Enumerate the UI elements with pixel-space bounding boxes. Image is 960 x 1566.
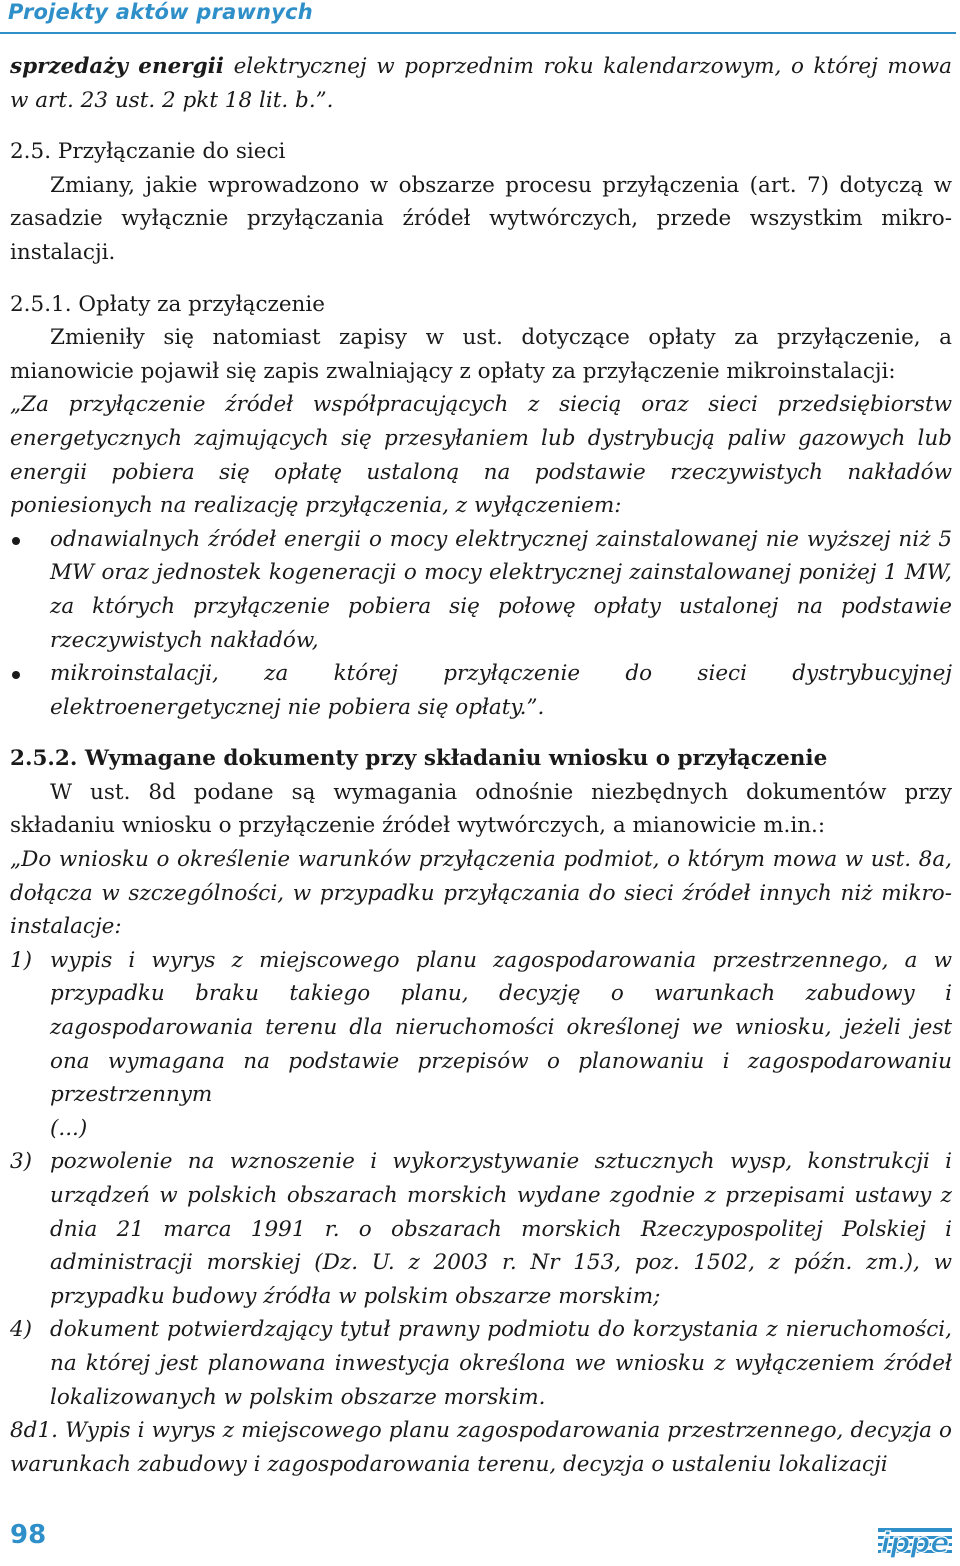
- header-rule: [0, 32, 956, 34]
- bullet-item: mikroinstalacji, za której przyłączenie do sieci dystrybucyjnej elektroenergetycznej nie pobiera się opłaty.”.: [10, 657, 952, 724]
- quote-2: „Do wniosku o określenie warunków przyłączenia podmiot, o którym mowa w ust. 8a, dołącza w szczególności, w przypadku przyłączania do sieci źródeł innych niż mikro-instalacje:: [10, 847, 952, 940]
- intro-paragraph: [10, 50, 952, 117]
- running-header: Projekty aktów prawnych: [8, 0, 313, 24]
- section-heading-2-5-1: 2.5.1. Opłaty za przyłączenie: [10, 291, 325, 317]
- paragraph-2-5-2: W ust. 8d podane są wymagania odnośnie niezbędnych dokumentów przy składaniu wniosku o przyłączenie źródeł wytwórczych, a mianowicie m.in.:: [10, 779, 952, 839]
- paragraph-2-5-1: Zmieniły się natomiast zapisy w ust. dotyczące opłaty za przyłączenie, a mianowicie pojawił się zapis zwalniający z opłaty za przyłączenie mikroinstalacji:: [10, 325, 952, 384]
- numbered-item: [10, 1313, 952, 1414]
- item-number: 4): [10, 1317, 33, 1343]
- paragraph-8d1: 8d1. Wypis i wyrys z miejscowego planu zagospodarowania przestrzennego, decyzja o warunkach zabudowy i zagospodarowania terenu, decyzja o ustaleniu lokalizacji: [10, 1418, 952, 1477]
- quote-1: „Za przyłączenie źródeł współpracujących z siecią oraz sieci przedsiębiorstw energetycznych zajmujących się przesyłaniem lub dystrybucją paliw gazowych lub energii pobiera się opłatę ustaloną na podstawie rzeczywistych nakładów poniesionych na realizację przyłączenia, z wyłączeniem:: [10, 392, 952, 519]
- intro-bold: sprzedaży energii: [10, 54, 224, 79]
- item-number: 1): [10, 947, 33, 973]
- page-number: 98: [10, 1520, 47, 1550]
- section-heading-2-5-2: 2.5.2. Wymagane dokumenty przy składaniu wniosku o przyłączenie: [10, 746, 828, 772]
- section-heading-2-5: 2.5. Przyłączanie do sieci: [10, 139, 286, 165]
- intro-rest: elektrycznej w poprzednim roku kalendarzowym, o której mowa w art. 23 ust. 2 pkt 18 lit. b.”.: [10, 54, 952, 113]
- item-text: wypis i wyrys z miejscowego planu zagospodarowania przestrzennego, a w przypadku braku takiego planu, decyzję o warunkach zabudowy i zagospodarowania terenu dla nieruchomości określonej we wniosku, jeżeli jest ona wymagana na podstawie przepisów o planowaniu i zagospodarowaniu przestrzennym: [50, 947, 952, 1108]
- item-text: pozwolenie na wznoszenie i wykorzystywanie sztucznych wysp, konstrukcji i urządzeń w polskich obszarach morskich wydane zgodnie z przepisami ustawy z dnia 21 marca 1991 r. o obszarach morskich Rzeczypospolitej Polskiej i administracji morskiej (Dz. U. z 2003 r. Nr 153, poz. 1502, z późn. zm.), w przypadku budowy źródła w polskim obszarze morskim;: [50, 1149, 952, 1309]
- bullet-list: [10, 523, 952, 725]
- numbered-item: [10, 1112, 952, 1146]
- item-number: 3): [10, 1149, 33, 1175]
- paragraph-2-5: Zmiany, jakie wprowadzono w obszarze procesu przyłączenia (art. 7) dotyczą w zasadzie wyłącznie przyłączania źródeł wytwórczych, przede wszystkim mikro-instalacji.: [10, 172, 952, 265]
- logo-text: ippe: [880, 1526, 950, 1559]
- item-text: dokument potwierdzający tytuł prawny podmiotu do korzystania z nieruchomości, na której jest planowana inwestycja określona we wniosku z wyłączeniem źródeł lokalizowanych w polskim obszarze morskim.: [50, 1317, 952, 1410]
- numbered-item: [10, 944, 952, 1112]
- item-text: (...): [50, 1115, 88, 1141]
- numbered-list: [10, 944, 952, 1414]
- bullet-item: odnawialnych źródeł energii o mocy elektrycznej zainstalowanej nie wyższej niż 5 MW oraz jednostek kogeneracji o mocy elektrycznej zainstalowanej poniżej 1 MW, za których przyłączenie pobiera się połowę opłaty ustalonej na podstawie rzeczywistych nakładów,: [10, 523, 952, 657]
- numbered-item: [10, 1145, 952, 1313]
- ippe-logo: [878, 1520, 952, 1560]
- document-body: [10, 50, 952, 1481]
